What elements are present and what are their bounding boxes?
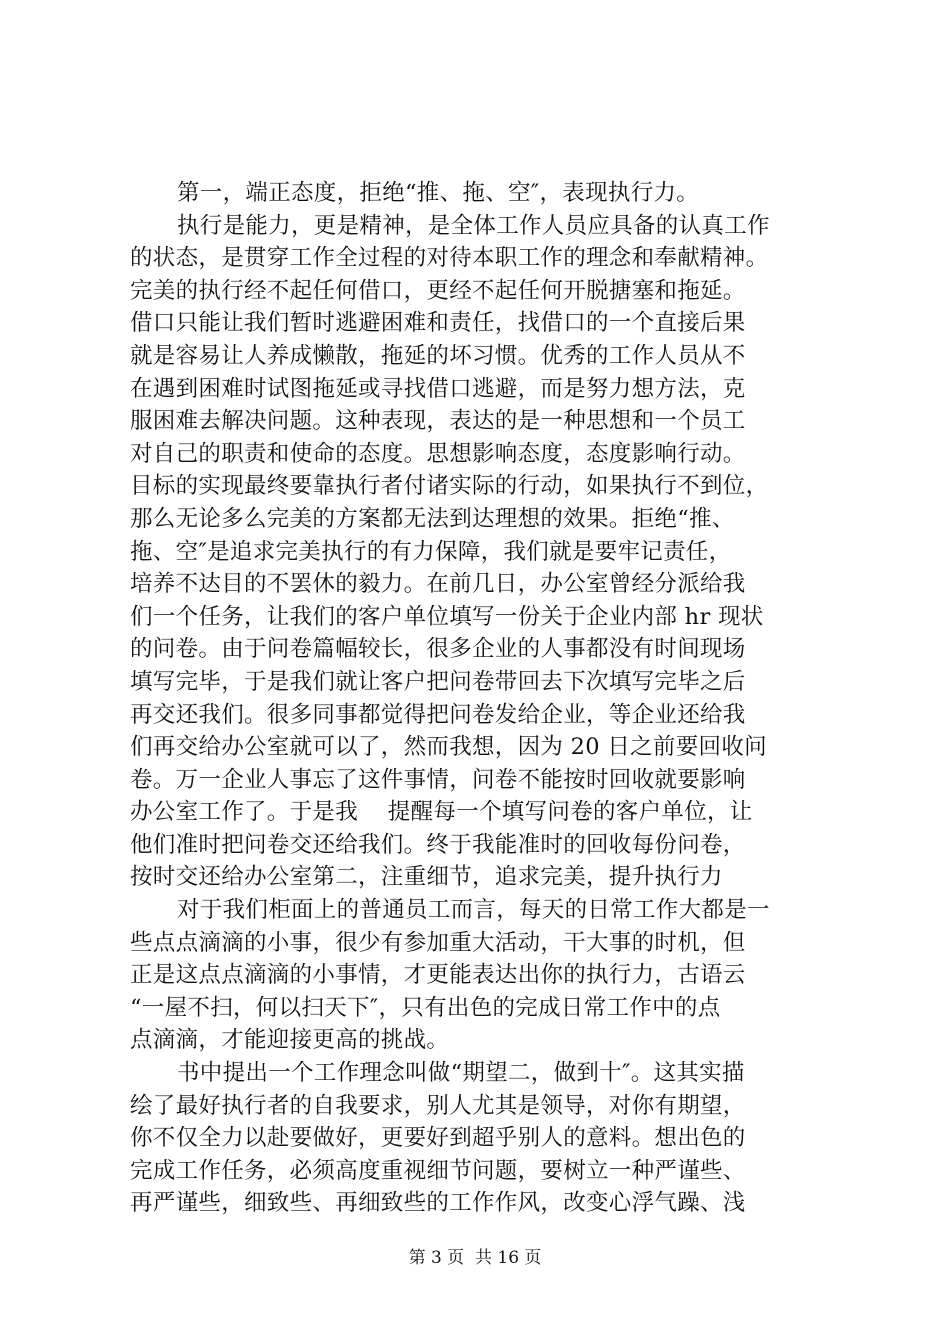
text-line: 对自己的职责和使命的态度。思想影响态度，态度影响行动。: [130, 440, 746, 467]
text-line: 培养不达目的不罢休的毅力。在前几日，办公室曾经分派给我: [130, 571, 746, 598]
text-line: 填写完毕，于是我们就让客户把问卷带回去下次填写完毕之后: [130, 668, 746, 695]
text-line: 那么无论多么完美的方案都无法到达理想的效果。拒绝“推、: [130, 505, 735, 532]
text-line: 绘了最好执行者的自我要求，别人尤其是领导，对你有期望，: [130, 1092, 746, 1119]
text-line: 在遇到困难时试图拖延或寻找借口逃避，而是努力想方法，克: [130, 375, 746, 402]
text-line: 办公室工作了。于是我 提醒每一个填写问卷的客户单位，让: [130, 799, 753, 826]
text-line: 完美的执行经不起任何借口，更经不起任何开脱搪塞和拖延。: [130, 277, 746, 304]
text-line: 就是容易让人养成懒散，拖延的坏习惯。优秀的工作人员从不: [130, 342, 746, 369]
text-line: 服困难去解决问题。这种表现，表达的是一种思想和一个员工: [130, 408, 746, 435]
text-line: 再严谨些，细致些、再细致些的工作作风，改变心浮气躁、浅: [130, 1190, 746, 1217]
text-line: 拖、空″是追求完美执行的有力保障，我们就是要牢记责任，: [130, 538, 732, 565]
document-body: [130, 177, 835, 1220]
text-line: 卷。万一企业人事忘了这件事情，问卷不能按时回收就要影响: [130, 766, 746, 793]
text-line: 目标的实现最终要靠执行者付诸实际的行动，如果执行不到位，: [130, 473, 769, 500]
page-number-footer: 第 3 页 共 16 页: [408, 1248, 542, 1268]
text-line: 些点点滴滴的小事，很少有参加重大活动，干大事的时机，但: [130, 929, 746, 956]
text-line: 完成工作任务，必须高度重视细节问题，要树立一种严谨些、: [130, 1157, 746, 1184]
text-line: 正是这点点滴滴的小事情，才更能表达出你的执行力，古语云: [130, 962, 746, 989]
text-line: 的问卷。由于问卷篇幅较长，很多企业的人事都没有时间现场: [130, 636, 746, 663]
text-line: 们一个任务，让我们的客户单位填写一份关于企业内部 hr 现状: [130, 603, 764, 630]
text-line: 他们准时把问卷交还给我们。终于我能准时的回收每份问卷，: [130, 831, 746, 858]
text-line: 再交还我们。很多同事都觉得把问卷发给企业，等企业还给我: [130, 701, 746, 728]
text-line: 你不仅全力以赴要做好，更要好到超乎别人的意料。想出色的: [130, 1125, 746, 1152]
text-line: 执行是能力，更是精神，是全体工作人员应具备的认真工作: [177, 212, 770, 239]
text-line: “一屋不扫，何以扫天下″，只有出色的完成日常工作中的点: [130, 994, 721, 1021]
text-line: 点滴滴，才能迎接更高的挑战。: [130, 1027, 450, 1054]
text-line: 的状态，是贯穿工作全过程的对待本职工作的理念和奉献精神。: [130, 245, 769, 272]
text-line: 们再交给办公室就可以了，然而我想，因为 20 日之前要回收问: [130, 734, 767, 761]
text-line: 对于我们柜面上的普通员工而言，每天的日常工作大都是一: [177, 897, 770, 924]
text-line: 借口只能让我们暂时逃避困难和责任，找借口的一个直接后果: [130, 310, 746, 337]
text-line: 按时交还给办公室第二，注重细节，追求完美，提升执行力: [130, 864, 723, 891]
text-line: 书中提出一个工作理念叫做“期望二，做到十″。这其实描: [177, 1060, 745, 1087]
text-line: 第一，端正态度，拒绝“推、拖、空″，表现执行力。: [177, 180, 700, 206]
